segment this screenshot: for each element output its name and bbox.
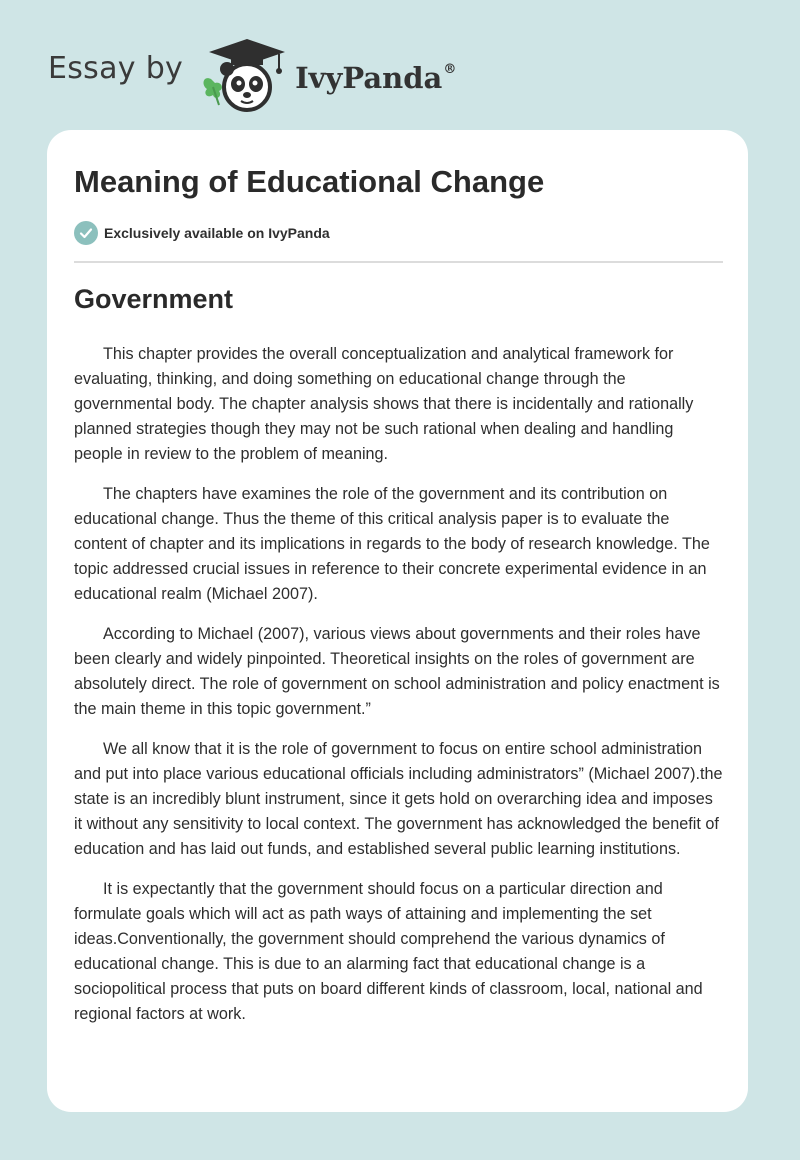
paragraph: According to Michael (2007), various views about governments and their roles have been clearly and widely pinpointed. Theoretical insights on the roles of government are absolutely direct. The role of government on school administration and policy enactment is the main theme in this topic government.” bbox=[74, 625, 720, 718]
check-circle-icon bbox=[74, 221, 98, 245]
paragraph: The chapters have examines the role of the government and its contribution on educational change. Thus the theme of this critical analysis paper is to evaluate the content of chapter and its implications in regards to the body of research knowledge. The topic addressed crucial issues in reference to their concrete experimental evidence in an educational realm (Michael 2007). bbox=[74, 485, 710, 603]
essay-by-label: Essay by bbox=[48, 50, 184, 86]
section-heading: Government bbox=[74, 284, 234, 314]
site-header bbox=[48, 34, 456, 114]
exclusive-badge bbox=[74, 221, 330, 245]
paragraph: It is expectantly that the government should focus on a particular direction and formulate goals which will act as path ways of attaining and implementing the set ideas.Conventionally, the government should comprehend the various dynamics of educational change. This is due to an alarming fact that educational change is a sociopolitical process that puts on board different kinds of classroom, local, national and regional factors at work. bbox=[74, 880, 703, 1023]
panda-graduation-cap-icon bbox=[197, 35, 289, 113]
ivy-leaf-icon bbox=[204, 78, 222, 105]
exclusive-badge-label: Exclusively available on IvyPanda bbox=[104, 225, 330, 241]
registered-mark: ® bbox=[443, 62, 457, 78]
page-title: Meaning of Educational Change bbox=[74, 164, 545, 199]
essay-card bbox=[47, 130, 748, 1112]
paragraph: We all know that it is the role of government to focus on entire school administration and put into place various educational officials including administrators” (Michael 2007).the state is an incredibly blunt instrument, since it gets hold on overarching idea and imposes it without any sensitivity to local context. The government has acknowledged the benefit of education and has laid out funds, and established several public learning institutions. bbox=[74, 740, 723, 858]
brand-name: IvyPanda® bbox=[295, 61, 457, 95]
paragraph: This chapter provides the overall conceptualization and analytical framework for evaluating, thinking, and doing something on educational change through the governmental body. The chapter analysis shows that there is incidentally and rationally planned strategies though they may not be such rational when dealing and handling people in review to the problem of meaning. bbox=[74, 345, 694, 463]
essay-body bbox=[74, 342, 725, 1042]
ivypanda-logo[interactable] bbox=[197, 35, 456, 113]
title-divider bbox=[74, 261, 723, 263]
